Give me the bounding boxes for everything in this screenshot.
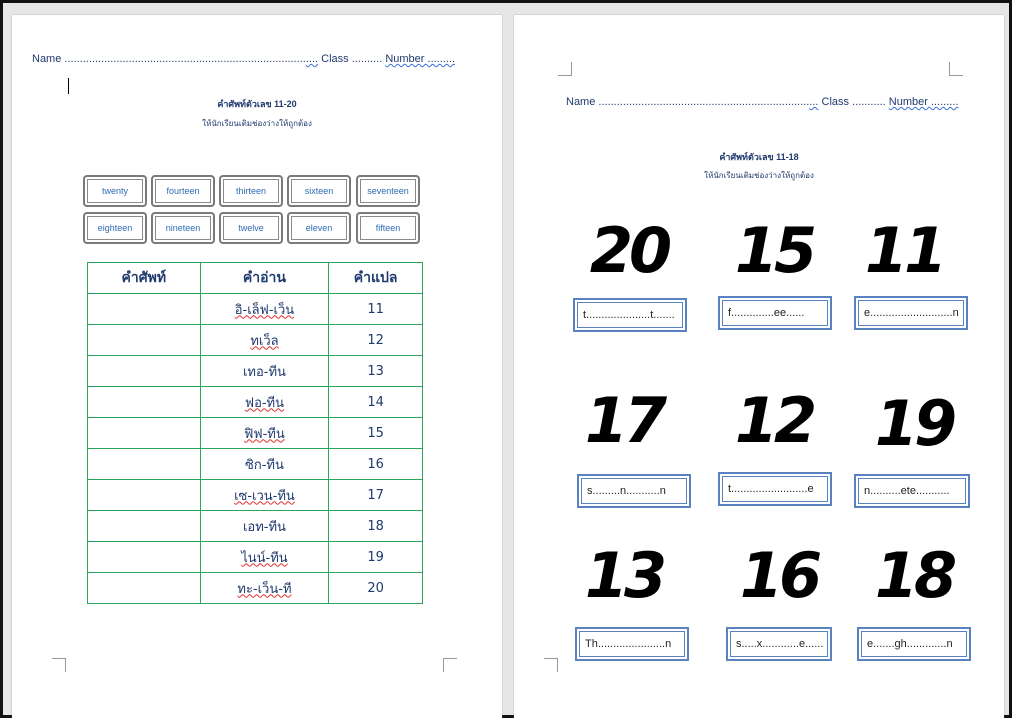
number-graphic: 20 — [589, 214, 669, 287]
answer-box[interactable]: t.........................e — [718, 472, 832, 506]
word-bank-item: nineteen — [151, 212, 215, 244]
page-title: คำศัพท์ตัวเลข 11-20 — [217, 99, 297, 109]
page-right[interactable] — [514, 15, 1004, 718]
word-bank-item: thirteen — [219, 175, 283, 207]
name-label: Name ............................................................................... — [32, 53, 306, 65]
name-tail: .... — [305, 53, 319, 65]
answer-box[interactable]: e.......gh.............n — [857, 627, 971, 661]
meaning-cell: 19 — [329, 542, 423, 573]
word-bank-item: twenty — [83, 175, 147, 207]
word-bank-item: fifteen — [356, 212, 420, 244]
table-row — [88, 356, 423, 387]
crop-mark — [52, 658, 66, 672]
number-graphic: 12 — [734, 384, 814, 457]
meaning-cell: 11 — [329, 294, 423, 325]
answer-box[interactable]: t.....................t....... — [573, 298, 687, 332]
word-bank-item: seventeen — [356, 175, 420, 207]
word-bank-item: eleven — [287, 212, 351, 244]
meaning-cell: 15 — [329, 418, 423, 449]
word-bank-item: eighteen — [83, 212, 147, 244]
reading-cell: เทอ-ทีน — [200, 356, 329, 387]
answer-box[interactable]: f..............ee...... — [718, 296, 832, 330]
number-graphic: 18 — [874, 539, 954, 612]
class-label: Class .......... — [321, 53, 383, 65]
table-header-row — [88, 263, 423, 294]
table-row — [88, 480, 423, 511]
table-row — [88, 449, 423, 480]
reading-cell: เอท-ทีน — [200, 511, 329, 542]
word-cell[interactable] — [88, 418, 201, 449]
reading-cell: ซิก-ทีน — [200, 449, 329, 480]
reading-cell: ทะ-เว็น-ที — [200, 573, 329, 604]
meaning-cell: 13 — [329, 356, 423, 387]
table-row — [88, 325, 423, 356]
number-graphic: 17 — [584, 384, 664, 457]
meaning-cell: 17 — [329, 480, 423, 511]
word-cell[interactable] — [88, 573, 201, 604]
number-label: Number ......... — [385, 53, 456, 65]
class-label: Class ........... — [821, 96, 886, 108]
reading-cell: เซ-เวน-ทีน — [200, 480, 329, 511]
header-reading: คำอ่าน — [200, 263, 329, 294]
answer-box[interactable]: e...........................n — [854, 296, 968, 330]
header-word: คำศัพท์ — [88, 263, 201, 294]
number-graphic: 13 — [584, 539, 664, 612]
name-field-line[interactable] — [566, 96, 958, 108]
meaning-cell: 14 — [329, 387, 423, 418]
number-graphic: 11 — [864, 214, 944, 287]
page-subtitle: ให้นักเรียนเติมช่องว่างให้ถูกต้อง — [202, 119, 312, 128]
word-cell[interactable] — [88, 449, 201, 480]
word-cell[interactable] — [88, 542, 201, 573]
name-tail: ... — [809, 96, 819, 108]
meaning-cell: 16 — [329, 449, 423, 480]
meaning-cell: 12 — [329, 325, 423, 356]
word-cell[interactable] — [88, 294, 201, 325]
word-cell[interactable] — [88, 356, 201, 387]
crop-mark — [443, 658, 457, 672]
number-graphic: 15 — [734, 214, 814, 287]
table-row — [88, 418, 423, 449]
table-row — [88, 573, 423, 604]
meaning-cell: 18 — [329, 511, 423, 542]
word-cell[interactable] — [88, 480, 201, 511]
table-row — [88, 511, 423, 542]
page-subtitle: ให้นักเรียนเติมช่องว่างให้ถูกต้อง — [704, 171, 814, 180]
crop-mark — [558, 62, 572, 76]
word-bank-item: twelve — [219, 212, 283, 244]
page-title: คำศัพท์ตัวเลข 11-18 — [719, 152, 799, 162]
meaning-cell: 20 — [329, 573, 423, 604]
answer-box[interactable]: s.....x............e...... — [726, 627, 832, 661]
name-field-line[interactable] — [32, 53, 455, 65]
answer-box[interactable]: n..........ete........... — [854, 474, 970, 508]
word-cell[interactable] — [88, 325, 201, 356]
word-bank-item: fourteen — [151, 175, 215, 207]
answer-box[interactable]: Th......................n — [575, 627, 689, 661]
crop-mark — [544, 658, 558, 672]
table-row — [88, 542, 423, 573]
text-cursor — [68, 78, 69, 94]
answer-box[interactable]: s.........n...........n — [577, 474, 691, 508]
number-graphic: 16 — [739, 539, 819, 612]
reading-cell: ฟิฟ-ทีน — [200, 418, 329, 449]
crop-mark — [949, 62, 963, 76]
page-left[interactable] — [12, 15, 502, 718]
word-bank-item: sixteen — [287, 175, 351, 207]
word-cell[interactable] — [88, 387, 201, 418]
number-label: Number ......... — [888, 96, 959, 108]
table-row — [88, 387, 423, 418]
reading-cell: ฟอ-ทีน — [200, 387, 329, 418]
number-graphic: 19 — [874, 387, 954, 460]
reading-cell: ทเว็ล — [200, 325, 329, 356]
reading-cell: ไนน์-ทีน — [200, 542, 329, 573]
table-row — [88, 294, 423, 325]
vocabulary-table — [87, 262, 423, 604]
name-label: Name ..................................................................... — [566, 96, 810, 108]
header-meaning: คำแปล — [329, 263, 423, 294]
word-cell[interactable] — [88, 511, 201, 542]
reading-cell: อิ-เล็ฟ-เว็น — [200, 294, 329, 325]
